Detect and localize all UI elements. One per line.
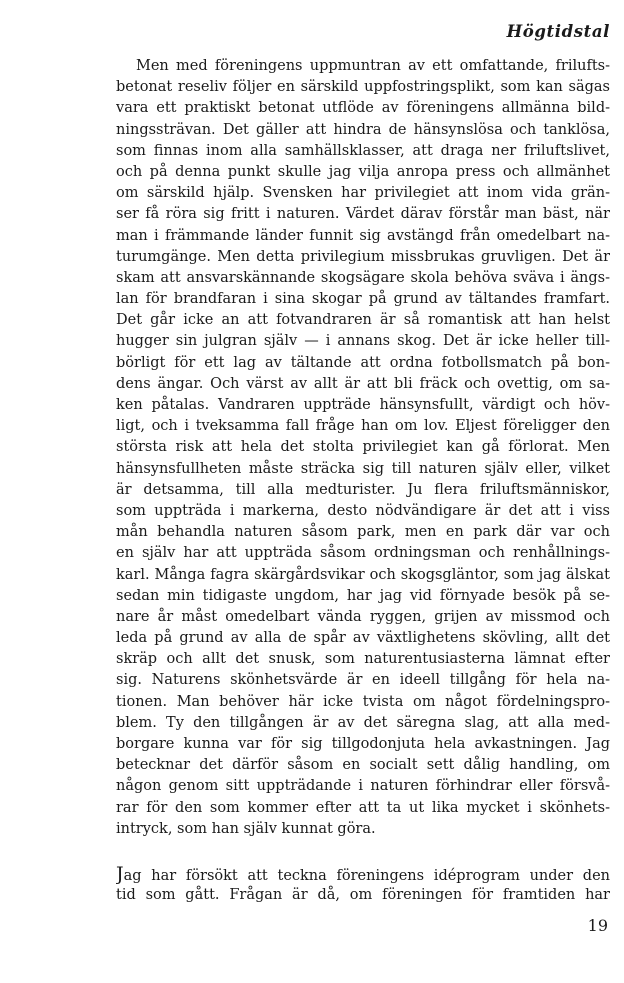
text-line: ligt, och i tveksamma fall fråge han om lov. Eljest föreligger den (116, 418, 610, 435)
text-line: Men med föreningens uppmuntran av ett omfattande, frilufts- (136, 58, 610, 74)
text-line: sig. Naturens skönhetsvärde är en ideell tillgång för hela na- (116, 672, 610, 689)
text-line: leda på grund av alla de spår av växtlighetens skövling, allt det (116, 630, 610, 647)
text-line: tid som gått. Frågan är då, om föreningen för framtiden har (116, 887, 610, 904)
text-line: som uppträda i markerna, desto nödvändigare är det att i viss (116, 502, 610, 519)
text-line: hugger sin julgran själv — i annans skog. Det är icke heller till- (116, 333, 610, 350)
text-line: mån behandla naturen såsom park, men en park där var och (116, 524, 610, 541)
text-line: någon genom sitt uppträdande i naturen förhindrar eller försvå- (116, 778, 610, 795)
text-line: Jag har försökt att teckna föreningens idéprogram under den (116, 864, 610, 885)
text-line: är detsamma, till alla medturister. Ju flera friluftsmänniskor, (116, 481, 610, 498)
text-line: om särskild hjälp. Svensken har privilegiet att inom vida grän- (116, 185, 610, 202)
text-line: sedan min tidigaste ungdom, har jag vid förnyade besök på se- (116, 587, 610, 604)
paragraph-1 (116, 56, 610, 840)
text-line: största risk att hela det stolta privilegiet kan gå förlorat. Men (116, 439, 610, 456)
text-line: betecknar det därför såsom en socialt sett dålig handling, om (116, 757, 610, 774)
text-line: börligt för ett lag av tältande att ordna fotbollsmatch på bon- (116, 354, 610, 371)
text-line: ser få röra sig fritt i naturen. Värdet därav förstår man bäst, när (116, 206, 610, 223)
text-line: nare år måst omedelbart vända ryggen, grijen av missmod och (116, 608, 610, 625)
paragraph-2 (116, 864, 610, 906)
text-line: hänsynsfullheten måste sträcka sig till naturen själv eller, vilket (116, 460, 610, 477)
text-line: vara ett praktiskt betonat utflöde av föreningens allmänna bild- (116, 100, 610, 117)
text-line: skam att ansvarskännande skogsägare skola behöva sväva i ängs- (116, 269, 610, 286)
text-line: karl. Många fagra skärgårdsvikar och skogsgläntor, som jag älskat (116, 566, 610, 583)
text-line: en själv har att uppträda såsom ordningsman och renhållnings- (116, 545, 610, 562)
text-line: som finnas inom alla samhällsklasser, att draga ner friluftslivet, (116, 142, 610, 159)
text-line: blem. Ty den tillgången är av det säregna slag, att alla med- (116, 714, 610, 731)
text-line: och på denna punkt skulle jag vilja anropa press och allmänhet (116, 163, 610, 180)
text-line: dens ängar. Och värst av allt är att bli fräck och ovettig, om sa- (116, 375, 610, 392)
page-number: 19 (587, 916, 608, 935)
text-line: skräp och allt det snusk, som naturentusiasterna lämnat efter (116, 651, 610, 668)
text-line: turumgänge. Men detta privilegium missbrukas gruvligen. Det är (116, 248, 610, 265)
text-line: betonat reseliv följer en särskild uppfostringsplikt, som kan sägas (116, 79, 610, 96)
text-line: tionen. Man behöver här icke tvista om något fördelningspro- (116, 693, 610, 710)
running-header: Högtidstal (506, 22, 610, 41)
text-line: ken påtalas. Vandraren uppträde hänsynsfullt, värdigt och höv- (116, 397, 610, 413)
text-line: man i främmande länder funnit sig avstängd från omedelbart na- (116, 227, 610, 244)
text-line: Det går icke an att fotvandraren är så romantisk att han helst (116, 312, 610, 329)
text-line: intryck, som han själv kunnat göra. (116, 820, 376, 837)
text-line: ningssträvan. Det gäller att hindra de hänsynslösa och tanklösa, (116, 121, 610, 138)
text-line: lan för brandfaran i sina skogar på grund av tältandes framfart. (116, 291, 610, 308)
text-line: rar för den som kommer efter att ta ut lika mycket i skönhets- (116, 799, 610, 816)
text-line: borgare kunna var för sig tillgodonjuta hela avkastningen. Jag (116, 736, 610, 752)
